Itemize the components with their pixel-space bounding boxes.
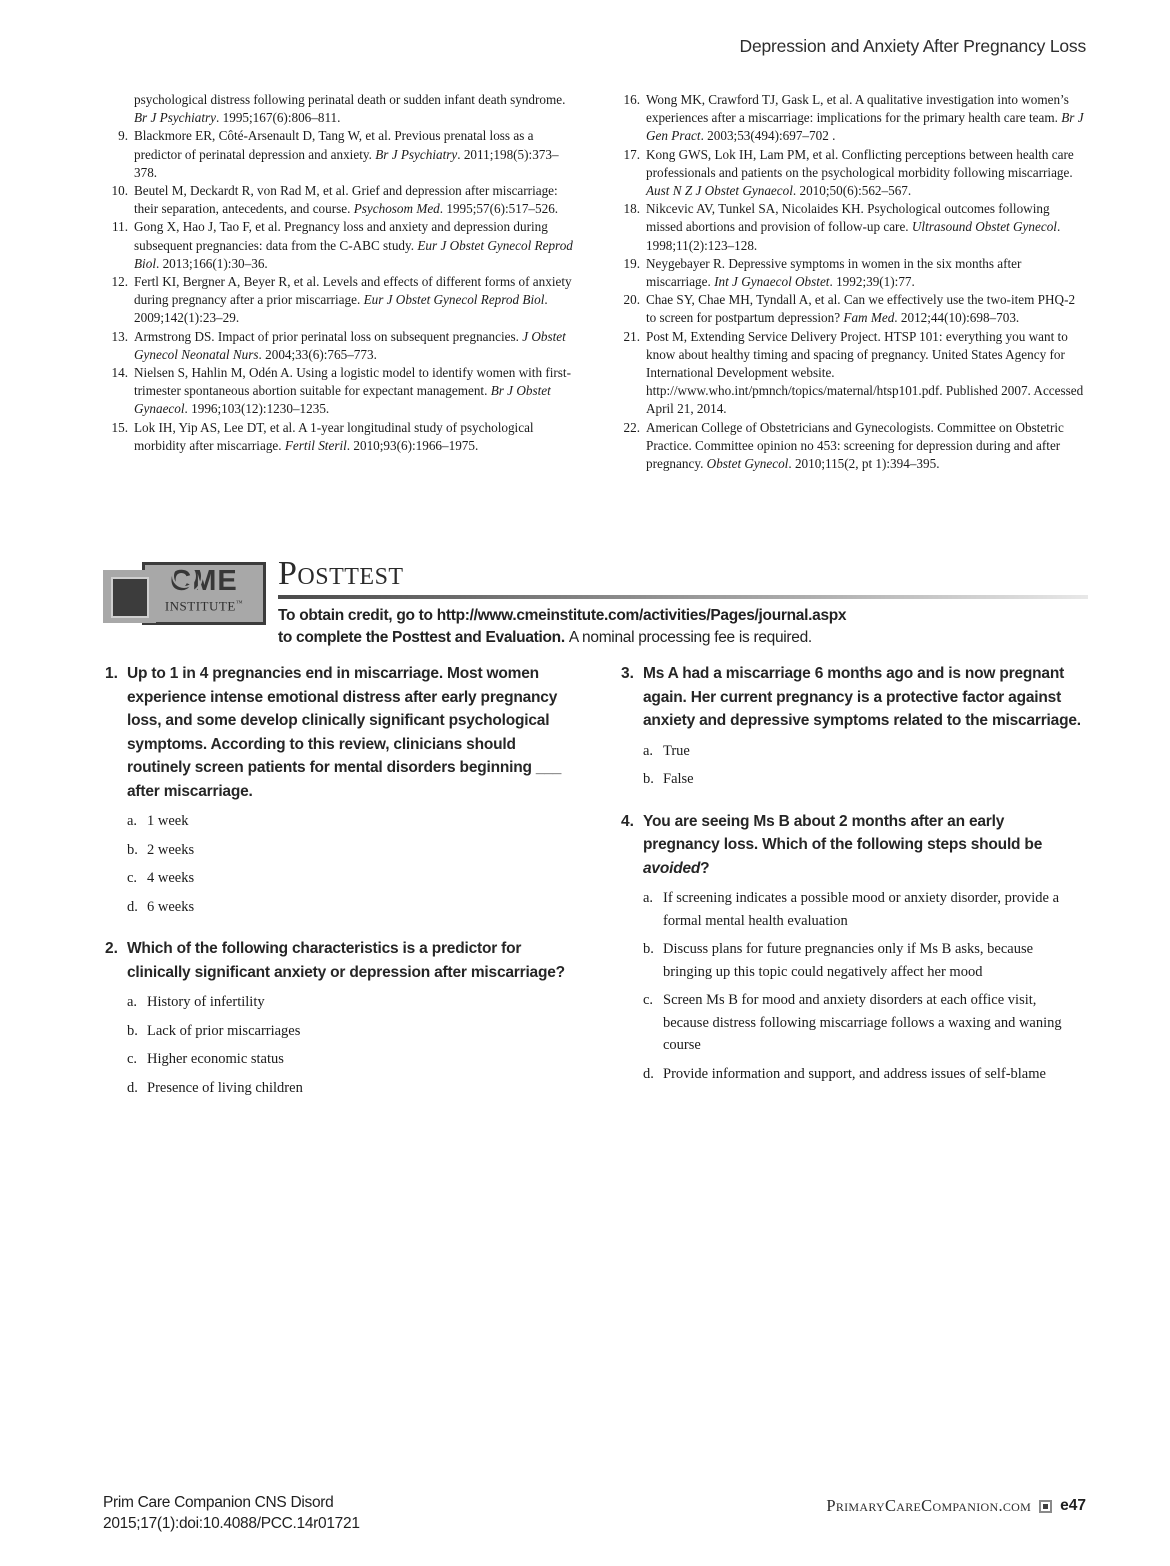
option-text: 1 week (147, 813, 189, 829)
option-label: c. (127, 870, 138, 886)
reference-item (615, 328, 1087, 419)
option-label: b. (127, 1022, 138, 1039)
reference-number: 16. (623, 92, 640, 107)
instructions-line1 (278, 605, 1088, 627)
credit-url-link[interactable]: http://www.cmeinstitute.com/activities/Pages/journal.aspx (436, 607, 847, 624)
option-text: True (663, 742, 690, 759)
option-label: b. (127, 841, 138, 858)
option-label: c. (643, 992, 654, 1008)
option-text: If screening indicates a possible mood or anxiety disorder, provide a formal mental health evaluation (663, 890, 1060, 929)
running-head-title: Depression and Anxiety After Pregnancy Loss (739, 36, 1086, 56)
reference-text: Chae SY, Chae MH, Tyndall A, et al. Can we effectively use the two-item PHQ-2 to screen for postpartum depression? Fam Med. 2012;44(10):698–703. (646, 292, 1076, 326)
instructions-bold: To obtain credit, go to (278, 607, 437, 624)
cme-logo-text: CME (170, 565, 238, 597)
question-body (643, 810, 1081, 1092)
reference-text: Armstrong DS. Impact of prior perinatal loss on subsequent pregnancies. J Obstet Gynecol Neonatal Nurs. 2004;33(6):765–773. (134, 328, 566, 362)
question-number: 3. (621, 665, 634, 682)
posttest-question (105, 662, 565, 924)
reference-number: 10. (111, 183, 128, 199)
answer-option (127, 991, 565, 1014)
posttest-question (621, 810, 1081, 1092)
answer-option (643, 887, 1081, 932)
reference-text: Neygebayer R. Depressive symptoms in women in the six months after miscarriage. Int J Gynaecol Obstet. 1992;39(1):77. (646, 255, 1022, 290)
option-text: Screen Ms B for mood and anxiety disorders at each office visit, because distress following miscarriage follows a waxing and waning course (663, 992, 1062, 1053)
answer-option (127, 1020, 565, 1043)
ref-col-left (103, 91, 575, 473)
question-number: 4. (621, 812, 634, 830)
answer-option (643, 989, 1081, 1057)
question-text: Up to 1 in 4 pregnancies end in miscarriage. Most women experience intense emotional distress after early pregnancy loss, and some develop clinically significant psychological symptoms. According to this review, clinicians should routinely screen patients for mental disorders beginning ___ after miscarriage. (127, 665, 562, 800)
option-text: History of infertility (147, 994, 265, 1010)
option-label: d. (127, 898, 138, 915)
reference-item (103, 273, 575, 328)
reference-text: Kong GWS, Lok IH, Lam PM, et al. Conflicting perceptions between health care professionals and patients on the psychological morbidity following miscarriage. Aust N Z J Obstet Gynaecol. 2010;50(6):562–567. (646, 146, 1074, 199)
reference-item (103, 218, 575, 273)
instructions-line2 (278, 627, 1088, 649)
reference-item (615, 91, 1087, 146)
reference-item (615, 200, 1087, 255)
institute-word: INSTITUTE (164, 598, 236, 614)
q-col-right (621, 662, 1081, 1118)
reference-item (103, 364, 575, 419)
posttest-instructions (278, 605, 1088, 649)
reference-text: Post M, Extending Service Delivery Project. HTSP 101: everything you want to know about healthy timing and spacing of pregnancy. United States Agency for International Development website. http://www.who.int/pmnch/topics/maternal/htsp101.pdf. Published 2007. Accessed April 21, 2014. (646, 328, 1084, 417)
reference-item (615, 291, 1087, 327)
option-label: a. (643, 890, 654, 906)
reference-text: Wong MK, Crawford TJ, Gask L, et al. A qualitative investigation into women’s experiences after a miscarriage: implications for the primary health care team. Br J Gen Pract. 2003;53(494):697–702 . (646, 92, 1084, 144)
cme-institute-logo (103, 560, 271, 628)
answer-option (127, 867, 565, 890)
option-text: Discuss plans for future pregnancies only if Ms B asks, because bringing up this topic could negatively affect her mood (663, 941, 1034, 980)
option-text: Higher economic status (147, 1051, 284, 1067)
option-label: b. (643, 771, 654, 787)
footer-journal-info (103, 1492, 360, 1534)
answer-option (643, 768, 1081, 791)
question-body (127, 937, 565, 1105)
reference-text: Beutel M, Deckardt R, von Rad M, et al. Grief and depression after miscarriage: their separation, antecedents, and course. Psychosom Med. 1995;57(6):517–526. (134, 183, 559, 217)
answer-options (643, 740, 1081, 791)
footer-site-name: PrimaryCareCompanion.com (826, 1496, 1032, 1515)
reference-number: 22. (623, 419, 640, 435)
reference-number: 13. (111, 328, 128, 344)
option-text: 2 weeks (147, 841, 195, 858)
reference-number: 12. (111, 274, 128, 290)
posttest-title: Posttest (278, 555, 404, 592)
posttest-question (105, 937, 565, 1105)
reference-item (103, 182, 575, 218)
reference-number: 21. (623, 328, 640, 344)
answer-option (643, 740, 1081, 763)
reference-number: 19. (623, 255, 640, 271)
option-text: Lack of prior miscarriages (147, 1022, 301, 1039)
reference-item (615, 419, 1087, 474)
reference-number: 14. (111, 365, 128, 381)
question-text: Which of the following characteristics is a predictor for clinically significant anxiety or depression after miscarriage? (127, 940, 565, 981)
reference-text: Blackmore ER, Côté-Arsenault D, Tang W, et al. Previous prenatal loss as a predictor of perinatal depression and anxiety. Br J Psychiatry. 2011;198(5):373–378. (134, 128, 559, 180)
answer-option (127, 896, 565, 919)
option-label: c. (127, 1051, 138, 1067)
institute-logo-text (145, 596, 263, 613)
reference-text: American College of Obstetricians and Gynecologists. Committee on Obstetric Practice. Committee opinion no 453: screening for depression during and after pregnancy. Obstet Gynecol. 2010;115(2, pt 1):394–395. (646, 419, 1064, 472)
option-label: a. (643, 742, 654, 759)
answer-option (127, 839, 565, 862)
question-body (127, 662, 565, 924)
cme-logo-square-inner (111, 577, 149, 618)
answer-option (127, 1077, 565, 1100)
option-label: d. (127, 1079, 138, 1096)
option-label: a. (127, 813, 138, 829)
reference-text: psychological distress following perinatal death or sudden infant death syndrome. Br J Psychiatry. 1995;167(6):806–811. (134, 92, 566, 126)
section-divider (278, 595, 1088, 599)
option-text: 4 weeks (147, 870, 195, 886)
question-text: You are seeing Ms B about 2 months after an early pregnancy loss. Which of the following steps should be avoided? (643, 812, 1043, 877)
answer-option (127, 810, 565, 833)
answer-options (127, 810, 565, 918)
answer-option (643, 938, 1081, 983)
footer-page-number: e47 (1060, 1497, 1086, 1514)
reference-item (103, 328, 575, 364)
posttest-questions (105, 662, 1095, 1118)
question-body (643, 662, 1081, 797)
trademark-symbol: ™ (235, 599, 244, 607)
posttest-section (103, 556, 1088, 649)
posttest-header (278, 556, 1088, 649)
option-text: Provide information and support, and address issues of self-blame (663, 1065, 1046, 1082)
question-text: Ms A had a miscarriage 6 months ago and is now pregnant again. Her current pregnancy is a protective factor against anxiety and depressive symptoms related to the miscarriage. (643, 665, 1081, 729)
reference-text: Lok IH, Yip AS, Lee DT, et al. A 1-year longitudinal study of psychological morbidity after miscarriage. Fertil Steril. 2010;93(6):1966–1975. (134, 419, 534, 453)
option-label: b. (643, 941, 654, 957)
cme-swirl-icon (172, 564, 196, 588)
question-number: 2. (105, 940, 118, 957)
question-number: 1. (105, 665, 118, 682)
q-col-left (105, 662, 565, 1118)
reference-text: Fertl KI, Bergner A, Beyer R, et al. Levels and effects of different forms of anxiety during pregnancy after a prior miscarriage. Eur J Obstet Gynecol Reprod Biol. 2009;142(1):23–29. (134, 274, 572, 326)
references-section (103, 91, 1088, 473)
reference-number (103, 91, 128, 127)
reference-item (103, 127, 575, 182)
journal-square-icon (1039, 1500, 1052, 1513)
cme-logo-plate (142, 562, 266, 625)
reference-item (103, 91, 575, 127)
instructions-normal: A nominal processing fee is required. (568, 629, 812, 646)
footer-journal-name: Prim Care Companion CNS Disord (103, 1494, 334, 1511)
reference-number: 18. (623, 201, 640, 217)
reference-number: 20. (623, 292, 640, 308)
answer-options (127, 991, 565, 1099)
reference-number: 11. (112, 219, 128, 235)
option-label: d. (643, 1065, 654, 1082)
reference-number: 17. (623, 146, 640, 162)
reference-number: 9. (118, 128, 128, 144)
option-text: 6 weeks (147, 898, 195, 915)
reference-item (615, 146, 1087, 201)
answer-options (643, 887, 1081, 1085)
instructions-bold2: to complete the Posttest and Evaluation. (278, 629, 569, 646)
reference-item (103, 419, 575, 455)
option-text: Presence of living children (147, 1079, 303, 1096)
ref-col-right (615, 91, 1087, 473)
reference-text: Nikcevic AV, Tunkel SA, Nicolaides KH. Psychological outcomes following missed abortions and provision of follow-up care. Ultrasound Obstet Gynecol. 1998;11(2):123–128. (646, 201, 1061, 253)
answer-option (127, 1048, 565, 1071)
option-text: False (663, 771, 694, 787)
reference-text: Nielsen S, Hahlin M, Odén A. Using a logistic model to identify women with first-trimester spontaneous abortion suitable for expectant management. Br J Obstet Gynaecol. 1996;103(12):1230–1235. (134, 365, 571, 417)
reference-number: 15. (111, 419, 128, 435)
reference-item (615, 255, 1087, 291)
option-label: a. (127, 994, 138, 1010)
reference-text: Gong X, Hao J, Tao F, et al. Pregnancy loss and anxiety and depression during subsequent pregnancies: data from the C-ABC study. Eur J Obstet Gynecol Reprod Biol. 2013;166(1):30–36. (134, 219, 573, 271)
answer-option (643, 1063, 1081, 1086)
posttest-question (621, 662, 1081, 797)
footer-site-info (826, 1496, 1086, 1516)
cme-logo-square (103, 570, 156, 623)
footer-journal-doi: 2015;17(1):doi:10.4088/PCC.14r01721 (103, 1515, 360, 1532)
